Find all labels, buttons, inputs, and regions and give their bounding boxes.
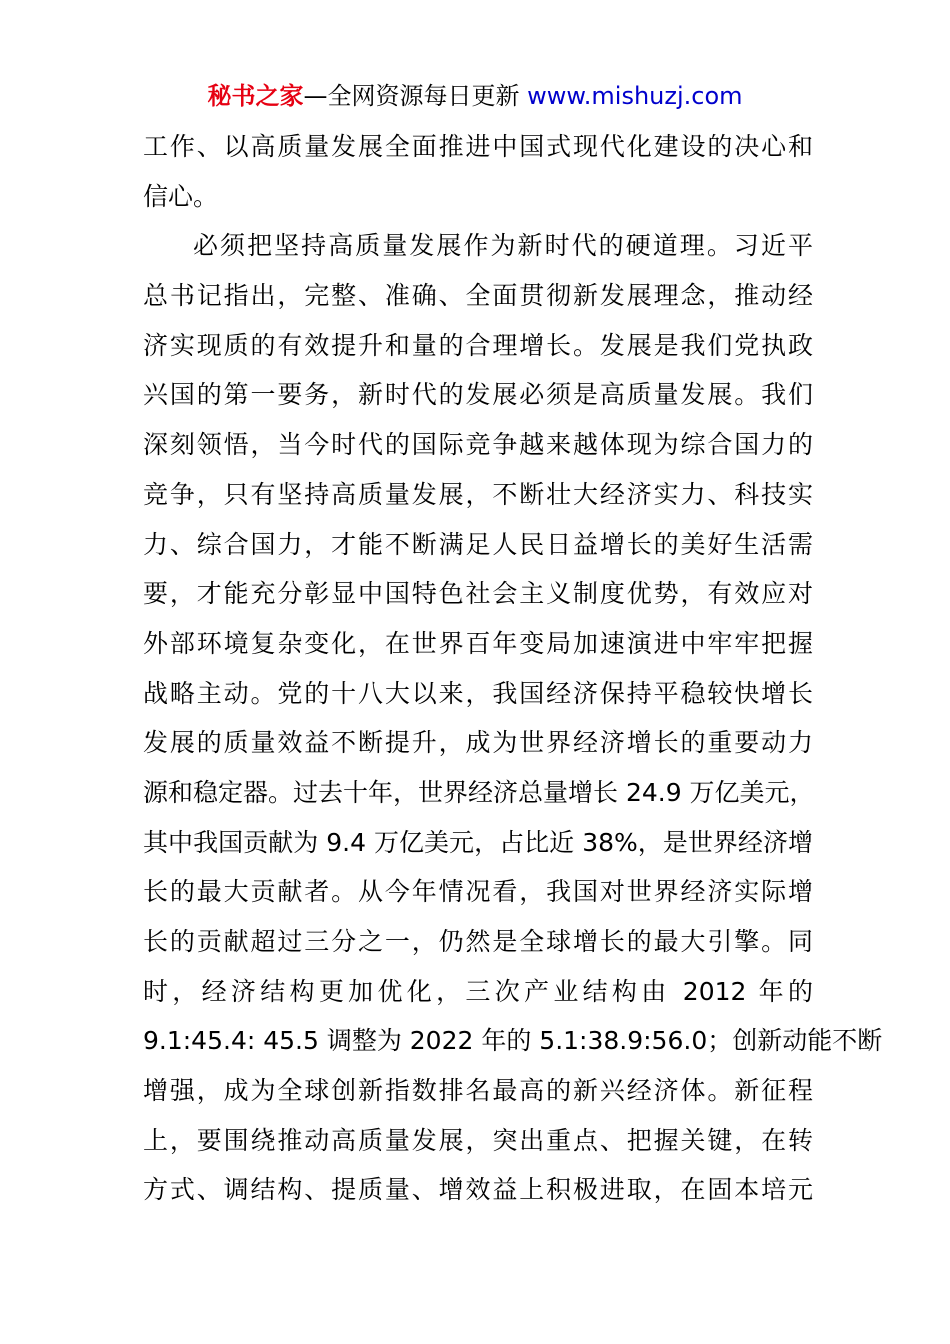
text-line: 发展的质量效益不断提升，成为世界经济增长的重要动力 — [143, 728, 813, 758]
text-line: 其中我国贡献为 9.4 万亿美元，占比近 38%，是世界经济增 — [143, 827, 813, 857]
text-line: 竞争，只有坚持高质量发展，不断壮大经济实力、科技实 — [143, 479, 813, 509]
text-line: 深刻领悟，当今时代的国际竞争越来越体现为综合国力的 — [143, 430, 813, 460]
text-line: 长的最大贡献者。从今年情况看，我国对世界经济实际增 — [143, 877, 813, 907]
text-line: 上，要围绕推动高质量发展，突出重点、把握关键，在转 — [143, 1125, 813, 1155]
text-line: 源和稳定器。过去十年，世界经济总量增长 24.9 万亿美元， — [143, 777, 815, 807]
brand-name: 秘书之家 — [207, 82, 304, 110]
text-line: 长的贡献超过三分之一，仍然是全球增长的最大引擎。同 — [143, 927, 813, 956]
text-line: 信心。 — [143, 181, 219, 211]
text-line: 要，才能充分彰显中国特色社会主义制度优势，有效应对 — [143, 579, 813, 609]
text-line: 济实现质的有效提升和量的合理增长。发展是我们党执政 — [143, 330, 813, 360]
text-line: 战略主动。党的十八大以来，我国经济保持平稳较快增长 — [143, 678, 813, 708]
text-line: 力、综合国力，才能不断满足人民日益增长的美好生活需 — [143, 529, 813, 559]
text-line: 总书记指出，完整、准确、全面贯彻新发展理念，推动经 — [143, 281, 813, 311]
text-line: 兴国的第一要务，新时代的发展必须是高质量发展。我们 — [143, 380, 813, 410]
text-line: 外部环境复杂变化，在世界百年变局加速演进中牢牢把握 — [143, 628, 813, 658]
text-line: 9.1:45.4: 45.5 调整为 2022 年的 5.1:38.9:56.0；创新动能不断 — [143, 1026, 883, 1056]
header-slogan: —全网资源每日更新 — [303, 82, 528, 110]
website-link[interactable]: www.mishuzj.com — [527, 82, 743, 110]
document-body — [143, 122, 883, 1215]
text-line: 方式、调结构、提质量、增效益上积极进取，在固本培元 — [143, 1175, 813, 1205]
text-line: 增强，成为全球创新指数排名最高的新兴经济体。新征程 — [143, 1076, 813, 1106]
text-line: 工作、以高质量发展全面推进中国式现代化建设的决心和 — [143, 132, 813, 161]
text-line: 时，经济结构更加优化，三次产业结构由 2012 年的 — [143, 976, 813, 1006]
paragraph-first-line: 必须把坚持高质量发展作为新时代的硬道理。习近平 — [193, 231, 813, 261]
page-header — [0, 80, 950, 112]
